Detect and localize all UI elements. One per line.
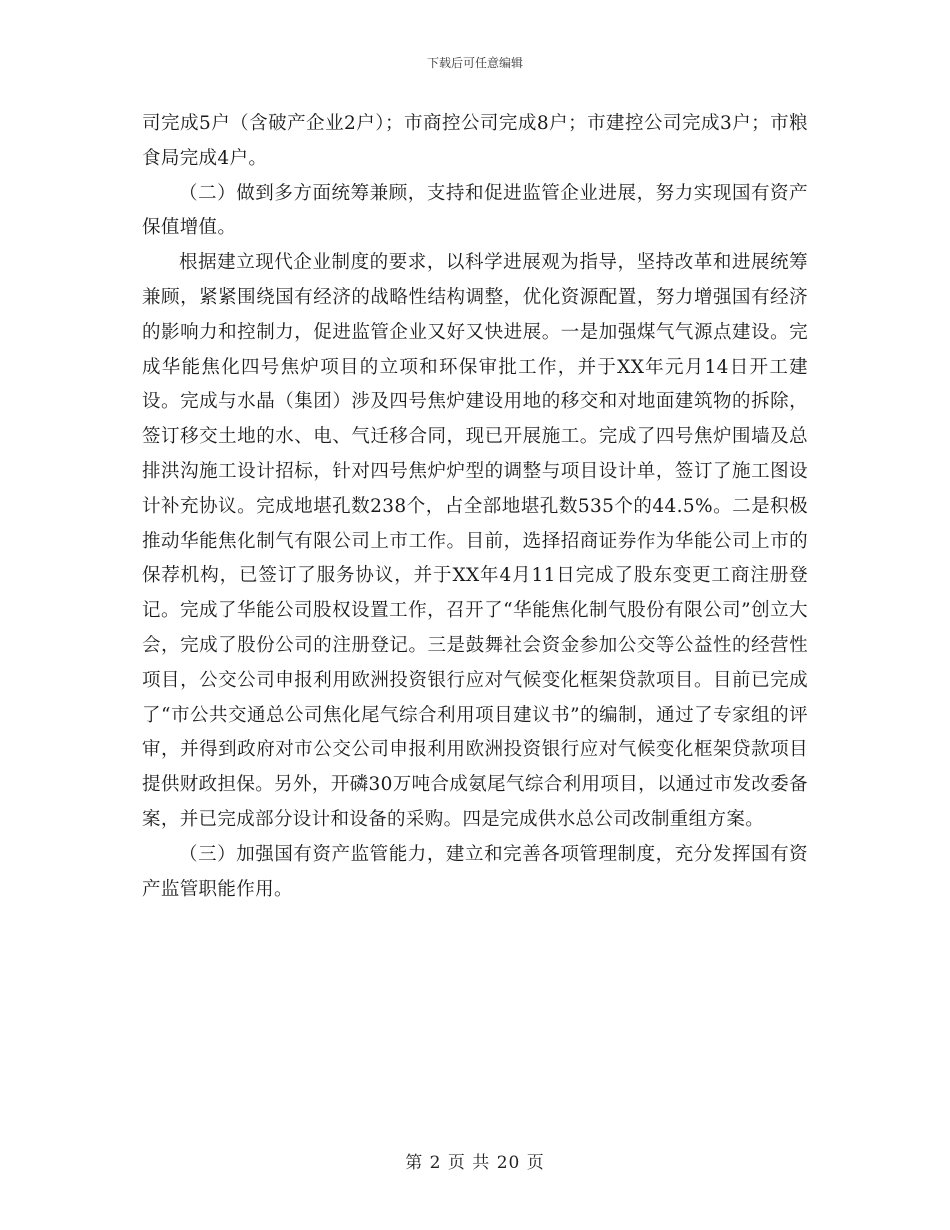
section-heading-two: （二）做到多方面统筹兼顾，支持和促进监管企业进展，努力实现国有资产保值增值。 [142,182,808,239]
page-header-note: 下载后可任意编辑 [426,56,523,70]
section-heading-three: （三）加强国有资产监管能力，建立和完善各项管理制度，充分发挥国有资产监管职能作用。 [142,843,808,900]
paragraph-continuation: 司完成5户（含破产企业2户）；市商控公司完成8户；市建控公司完成3户；市粮食局完成4户。 [142,113,808,169]
document-body [142,107,808,907]
page-number: 第 2 页 共 20 页 [405,1153,545,1173]
paragraph-main: 根据建立现代企业制度的要求，以科学进展观为指导，坚持改革和进展统筹兼顾，紧紧围绕国有经济的战略性结构调整，优化资源配置，努力增强国有经济的影响力和控制力，促进监管企业又好又快进展。一是加强煤气气源点建设。完成华能焦化四号焦炉项目的立项和环保审批工作，并于XX年元月14日开工建设。完成与水晶（集团）涉及四号焦炉建设用地的移交和对地面建筑物的拆除，签订移交土地的水、电、气迁移合同，现已开展施工。完成了四号焦炉围墙及总排洪沟施工设计招标，针对四号焦炉炉型的调整与项目设计单，签订了施工图设计补充协议。完成地堪孔数238个，占全部地堪孔数535个的44.5%。二是积极推动华能焦化制气有限公司上市工作。目前，选择招商证券作为华能公司上市的保荐机构，已签订了服务协议，并于XX年4月11日完成了股东变更工商注册登记。完成了华能公司股权设置工作，召开了“华能焦化制气股份有限公司”创立大会，完成了股份公司的注册登记。三是鼓舞社会资金参加公交等公益性的经营性项目，公交公司申报利用欧洲投资银行应对气候变化框架贷款项目。目前已完成了“市公共交通总公司焦化尾气综合利用项目建议书”的编制，通过了专家组的评审，并得到政府对市公交公司申报利用欧洲投资银行应对气候变化框架贷款项目提供财政担保。另外，开磷30万吨合成氨尾气综合利用项目，以通过市发改委备案，并已完成部分设计和设备的采购。四是完成供水总公司改制重组方案。 [142,252,808,830]
